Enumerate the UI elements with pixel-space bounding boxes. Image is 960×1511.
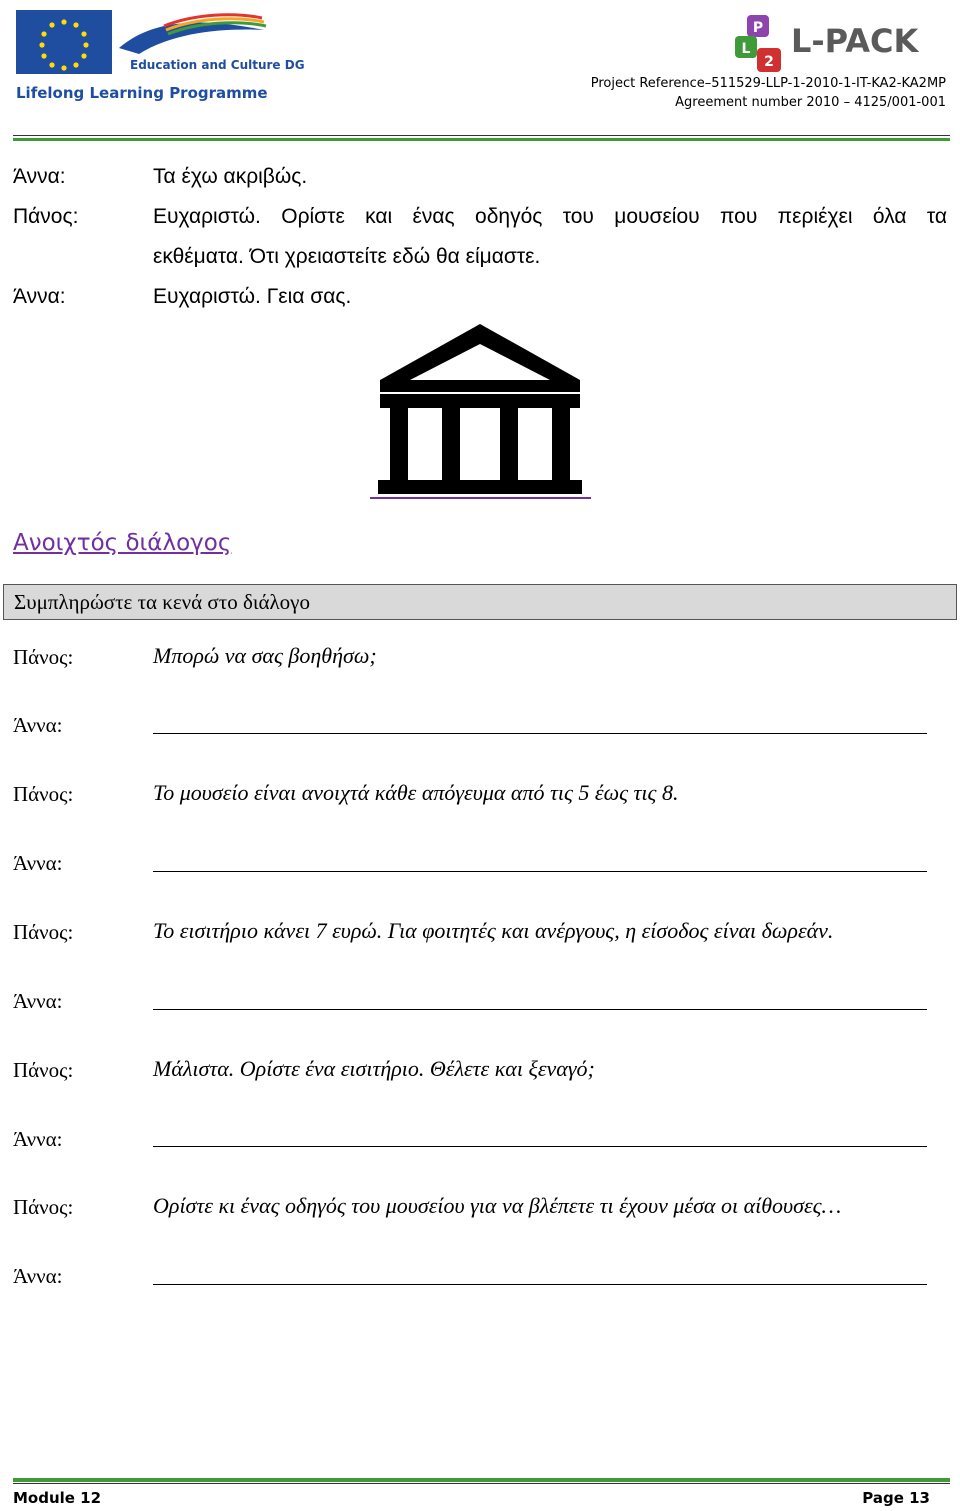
section-heading-link[interactable]: Ανοιχτός διάλογος <box>13 530 232 556</box>
speaker-label: Πάνος: <box>13 205 79 228</box>
footer-module: Module 12 <box>13 1489 102 1507</box>
speaker-label: Άννα: <box>13 1127 63 1151</box>
eu-lifelong-learning-logo <box>14 8 305 108</box>
footer-rule-bottom <box>13 1483 950 1484</box>
instruction-box <box>3 584 957 620</box>
lpack-logo <box>733 14 933 74</box>
footer-page-number: Page 13 <box>862 1489 930 1507</box>
eu-program-label: Lifelong Learning Programme <box>16 84 268 102</box>
answer-blank-line[interactable] <box>153 733 927 734</box>
dialogue-line: Ορίστε κι ένας οδηγός του μουσείου για να βλέπετε τι έχουν μέσα οι αίθουσες… <box>153 1193 842 1218</box>
dialogue-line: Ευχαριστώ. Ορίστε και ένας οδηγός του μουσείου που περιέχει όλα τα <box>153 205 947 228</box>
speaker-label: Άννα: <box>13 1264 63 1288</box>
speaker-label: Άννα: <box>13 713 63 737</box>
dialogue-line: Μάλιστα. Ορίστε ένα εισιτήριο. Θέλετε και ξεναγό; <box>153 1056 595 1081</box>
speaker-label: Άννα: <box>13 285 66 308</box>
header-rule-top <box>13 135 950 136</box>
eu-dg-label: Education and Culture DG <box>130 58 305 72</box>
speaker-label: Άννα: <box>13 851 63 875</box>
speaker-label: Πάνος: <box>13 782 74 806</box>
dialogue-line: Μπορώ να σας βοηθήσω; <box>153 643 377 668</box>
answer-blank-line[interactable] <box>153 871 927 872</box>
instruction-text: Συμπληρώστε τα κενά στο διάλογο <box>14 590 310 614</box>
footer-rule <box>13 1478 950 1482</box>
speaker-label: Πάνος: <box>13 645 74 669</box>
svg-text:2: 2 <box>764 54 774 70</box>
speaker-label: Πάνος: <box>13 1058 74 1082</box>
answer-blank-line[interactable] <box>153 1009 927 1010</box>
answer-blank-line[interactable] <box>153 1284 927 1285</box>
dialogue-line: Το εισιτήριο κάνει 7 ευρώ. Για φοιτητές και ανέργους, η είσοδος είναι δωρεάν. <box>153 918 834 943</box>
dialogue-line-continued: εκθέματα. Ότι χρειαστείτε εδώ θα είμαστε. <box>153 245 541 268</box>
dialogue-line: Ευχαριστώ. Γεια σας. <box>153 285 352 308</box>
lpack-logo-text: L-PACK <box>791 22 919 60</box>
museum-icon <box>370 322 591 500</box>
svg-text:L: L <box>741 41 751 57</box>
speaker-label: Πάνος: <box>13 920 74 944</box>
svg-text:P: P <box>752 20 764 36</box>
header-rule <box>13 138 950 141</box>
answer-blank-line[interactable] <box>153 1146 927 1147</box>
speaker-label: Άννα: <box>13 165 66 188</box>
dialogue-line: Τα έχω ακριβώς. <box>153 165 308 188</box>
project-reference: Project Reference–511529-LLP-1-2010-1-IT-KA2-KA2MP <box>590 76 946 91</box>
dialogue-line: Το μουσείο είναι ανοιχτά κάθε απόγευμα από τις 5 έως τις 8. <box>153 780 679 805</box>
agreement-number: Agreement number 2010 – 4125/001-001 <box>675 95 946 110</box>
speaker-label: Πάνος: <box>13 1195 74 1219</box>
speaker-label: Άννα: <box>13 989 63 1013</box>
